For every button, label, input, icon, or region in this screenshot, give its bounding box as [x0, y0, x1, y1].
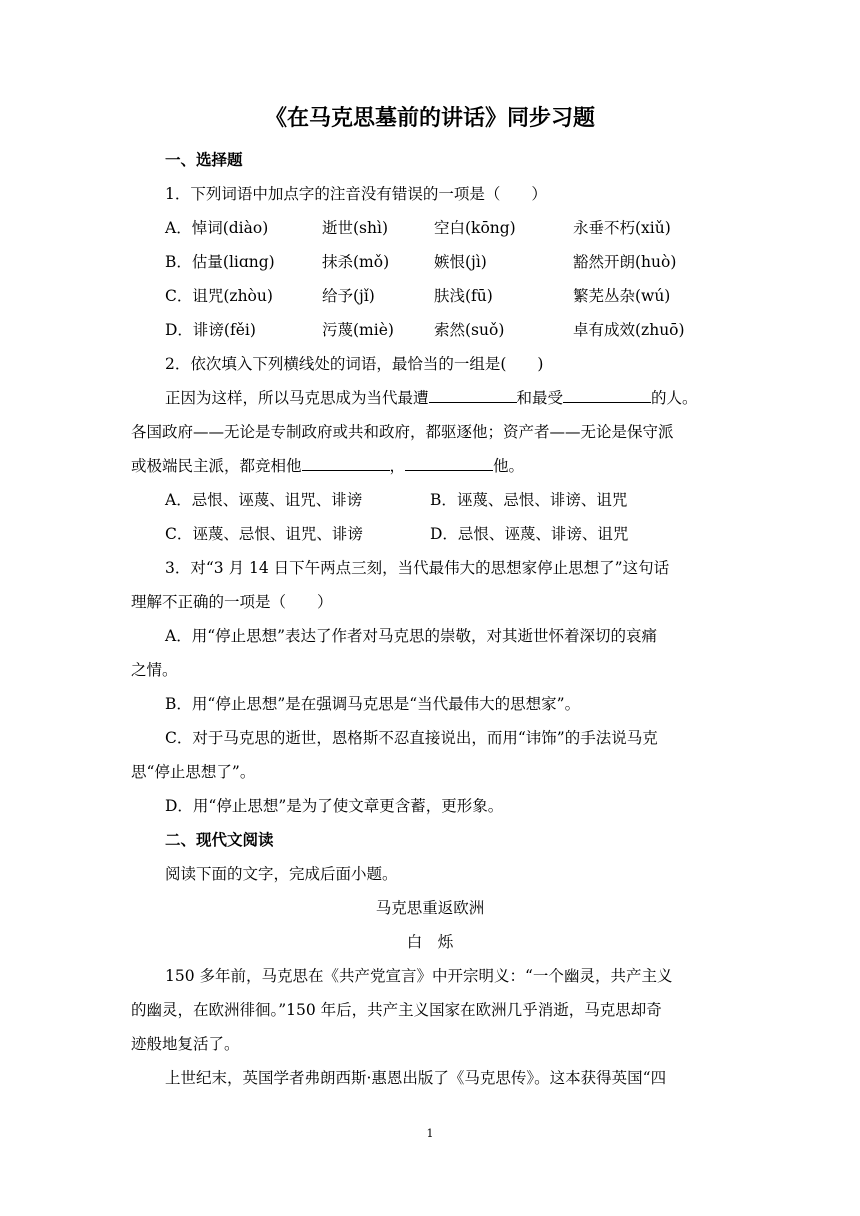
- q2-text-part: 正因为这样，所以马克思成为当代最遭: [165, 389, 429, 407]
- q1-option-c-2: 给予(jǐ): [322, 287, 375, 305]
- question-1-stem: 1．下列词语中加点字的注音没有错误的一项是（ ）: [165, 185, 547, 203]
- fill-blank: [302, 456, 390, 471]
- article-title: 马克思重返欧洲: [375, 899, 485, 917]
- q2-text-part: 和最受: [516, 389, 564, 407]
- q1-option-a-4: 永垂不朽(xiǔ): [573, 219, 671, 237]
- q3-option-b: B．用“停止思想”是在强调马克思是“当代最伟大的思想家”。: [165, 695, 581, 713]
- q1-option-a-2: 逝世(shì): [322, 219, 388, 237]
- article-paragraph-2-line-1: 上世纪末，英国学者弗朗西斯·惠恩出版了《马克思传》。这本获得英国“四: [165, 1069, 667, 1087]
- q2-option-d: D．忌恨、诬蔑、诽谤、诅咒: [430, 525, 629, 543]
- q1-option-c-3: 肤浅(fū): [434, 287, 493, 305]
- q2-text-part: 或极端民主派，都竞相他: [131, 457, 302, 475]
- q2-option-a: A．忌恨、诬蔑、诅咒、诽谤: [165, 491, 363, 509]
- q2-text-part: 的人。: [651, 389, 698, 407]
- q3-option-a-line-2: 之情。: [131, 661, 178, 679]
- q3-option-d: D．用“停止思想”是为了使文章更含蓄，更形象。: [165, 797, 504, 815]
- reading-instruction: 阅读下面的文字，完成后面小题。: [165, 865, 398, 883]
- q3-option-a-line-1: A．用“停止思想”表达了作者对马克思的崇敬，对其逝世怀着深切的哀痛: [165, 627, 658, 645]
- article-paragraph-1-line-2: 的幽灵，在欧洲徘徊。”150 年后，共产主义国家在欧洲几乎消逝，马克思却奇: [131, 1001, 662, 1019]
- q1-option-c-1: C．诅咒(zhòu): [165, 287, 273, 305]
- page-number: 1: [426, 1127, 434, 1140]
- question-2-passage-line-2: 各国政府——无论是专制政府或共和政府，都驱逐他；资产者——无论是保守派: [131, 423, 674, 441]
- q1-option-d-4: 卓有成效(zhuō): [573, 321, 685, 339]
- fill-blank: [563, 388, 651, 403]
- fill-blank: [429, 388, 517, 403]
- q1-option-b-1: B．估量(liɑng): [165, 253, 275, 271]
- q2-text-part: 他。: [493, 457, 525, 475]
- article-author: 白 烁: [406, 933, 454, 951]
- section-heading-reading: 二、现代文阅读: [165, 831, 274, 849]
- article-paragraph-1-line-3: 迹般地复活了。: [131, 1035, 240, 1053]
- section-heading-choice: 一、选择题: [165, 151, 243, 169]
- question-3-stem-line-1: 3．对“3 月 14 日下午两点三刻，当代最伟大的思想家停止思想了”这句话: [165, 559, 670, 577]
- q1-option-a-3: 空白(kōng): [434, 219, 516, 237]
- q2-option-b: B．诬蔑、忌恨、诽谤、诅咒: [430, 491, 628, 509]
- article-paragraph-1-line-1: 150 多年前，马克思在《共产党宣言》中开宗明义：“一个幽灵，共产主义: [165, 967, 673, 985]
- question-2-stem: 2．依次填入下列横线处的词语，最恰当的一组是( ): [165, 355, 544, 373]
- question-2-passage-line-3: [131, 454, 524, 478]
- q3-option-c-line-1: C．对于马克思的逝世，恩格斯不忍直接说出，而用“讳饰”的手法说马克: [165, 729, 658, 747]
- q3-option-c-line-2: 思“停止思想了”。: [131, 763, 256, 781]
- q1-option-d-1: D．诽谤(fěi): [165, 321, 256, 339]
- q2-text-part: ，: [389, 457, 406, 475]
- q1-option-b-3: 嫉恨(jì): [434, 253, 487, 271]
- q1-option-d-3: 索然(suǒ): [434, 321, 505, 339]
- q1-option-b-2: 抹杀(mǒ): [322, 253, 390, 271]
- question-3-stem-line-2: 理解不正确的一项是（ ）: [131, 593, 333, 611]
- q1-option-b-4: 豁然开朗(huò): [573, 253, 677, 271]
- q2-option-c: C．诬蔑、忌恨、诅咒、诽谤: [165, 525, 363, 543]
- q1-option-a-1: A．悼词(diào): [165, 219, 269, 237]
- q1-option-c-4: 繁芜丛杂(wú): [573, 287, 671, 305]
- q1-option-d-2: 污蔑(miè): [322, 321, 394, 339]
- question-2-passage-line-1: [165, 386, 698, 410]
- page-title: 《在马克思墓前的讲话》同步习题: [264, 106, 595, 131]
- fill-blank: [405, 456, 493, 471]
